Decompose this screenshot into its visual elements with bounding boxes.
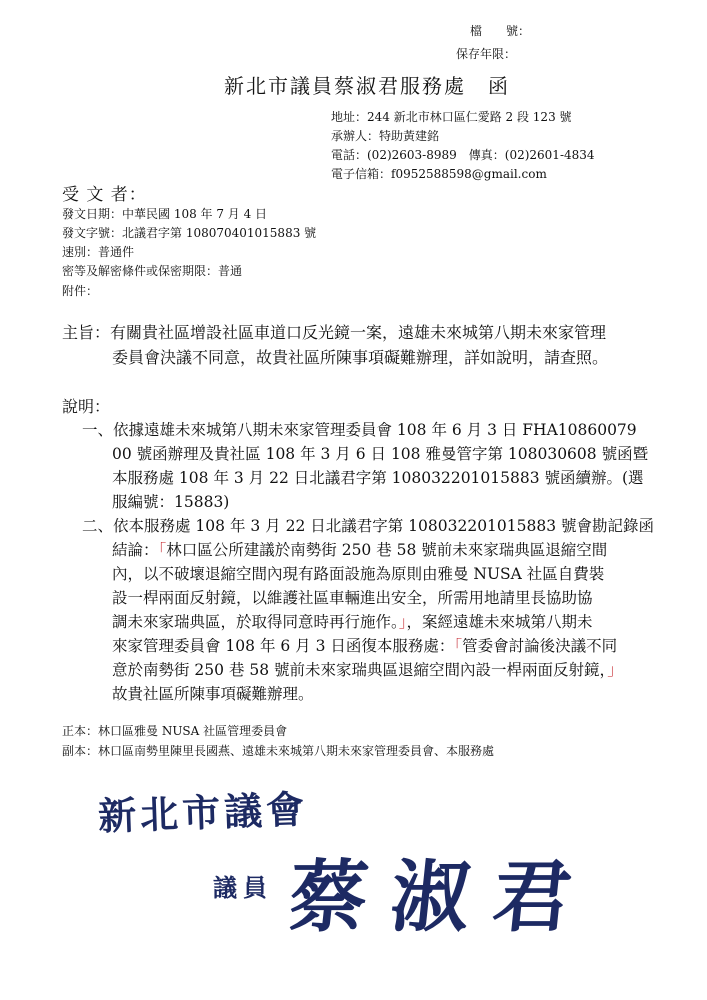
item-2-line-6-tail: 管委會討論後決議不同	[462, 637, 618, 655]
issue-date: 發文日期：中華民國 108 年 7 月 4 日	[62, 207, 268, 221]
file-number-label: 檔 號：	[470, 24, 531, 38]
item-1-line-3: 本服務處 108 年 3 月 22 日北議君字第 108032201015883 號函續辦。(選	[112, 469, 644, 487]
quote-close-mark-2: 」	[607, 661, 623, 679]
item-2-line-2-text: 林口區公所建議於南勢街 250 巷 58 號前未來家瑞典區退縮空間	[166, 541, 608, 559]
copy-recipients: 副本：林口區南勢里陳里長國燕、遠雄未來城第八期未來家管理委員會、本服務處	[62, 744, 495, 758]
receiver-label: 受 文 者：	[62, 185, 147, 205]
subject-line-1: 主旨：有關貴社區增設社區車道口反光鏡一案，遠雄未來城第八期未來家管理	[62, 323, 607, 342]
item-2-line-2	[112, 538, 607, 560]
item-2-line-6-text: 來家管理委員會 108 年 6 月 3 日函復本服務處：	[112, 637, 455, 655]
item-2-line-3: 內，以不破壞退縮空間內現有路面設施為原則由雅曼 NUSA 社區自費裝	[112, 565, 605, 583]
explanation-label: 說明：	[62, 397, 111, 416]
item-2-line-5	[112, 610, 593, 632]
item-2-line-7	[112, 658, 623, 680]
item-2-line-6	[112, 634, 617, 656]
councillor-title-stamp: 議員	[213, 873, 273, 902]
item-2-line-4: 設一桿兩面反射鏡，以維護社區車輛進出安全，所需用地請里長協助協	[112, 589, 593, 607]
item-2-line-7-text: 意於南勢街 250 巷 58 號前未來家瑞典區退縮空間內設一桿兩面反射鏡，	[112, 661, 608, 679]
quote-close-mark: 」	[398, 613, 407, 631]
secrecy-level: 密等及解密條件或保密期限：普通	[62, 264, 243, 278]
item-1-line-1: 一、依據遠雄未來城第八期未來家管理委員會 108 年 6 月 3 日 FHA10860079	[82, 421, 637, 439]
email-address: 電子信箱：f0952588598@gmail.com	[331, 167, 547, 181]
item-1-line-2: 00 號函辦理及貴社區 108 年 3 月 6 日 108 雅曼管字第 108030608 號函暨	[112, 445, 649, 463]
document-title: 新北市議員蔡淑君服務處 函	[224, 74, 510, 98]
item-2-line-5-tail: ，案經遠雄未來城第八期未	[406, 613, 593, 631]
council-stamp: 新北市議會	[97, 786, 309, 839]
handler-name: 承辦人：特助黃建銘	[331, 129, 440, 143]
phone-fax: 電話：(02)2603-8989 傳真：(02)2601-4834	[331, 148, 595, 162]
subject-line-2: 委員會決議不同意，故貴社區所陳事項礙難辦理，詳如說明，請查照。	[112, 348, 609, 367]
item-2-line-5-text: 調未來家瑞典區，於取得同意時再行施作。	[112, 613, 399, 631]
item-2-line-8: 故貴社區所陳事項礙難辦理。	[112, 685, 314, 703]
attachment-label: 附件：	[62, 284, 99, 298]
retention-period-label: 保存年限：	[456, 47, 517, 61]
sender-address: 地址：244 新北市林口區仁愛路 2 段 123 號	[331, 110, 572, 124]
quote-open-mark: 「	[158, 541, 167, 559]
main-recipient: 正本：林口區雅曼 NUSA 社區管理委員會	[62, 724, 288, 738]
quote-open-mark-2: 「	[454, 637, 463, 655]
item-1-line-4: 服編號：15883)	[112, 493, 230, 511]
councillor-name-stamp: 蔡淑君	[284, 852, 601, 943]
delivery-speed: 速別：普通件	[62, 245, 135, 259]
item-2-conclusion-label: 結論：	[112, 541, 159, 559]
item-2-line-1: 二、依本服務處 108 年 3 月 22 日北議君字第 108032201015883 號會勘記錄函	[82, 517, 655, 535]
document-number: 發文字號：北議君字第 108070401015883 號	[62, 226, 317, 240]
